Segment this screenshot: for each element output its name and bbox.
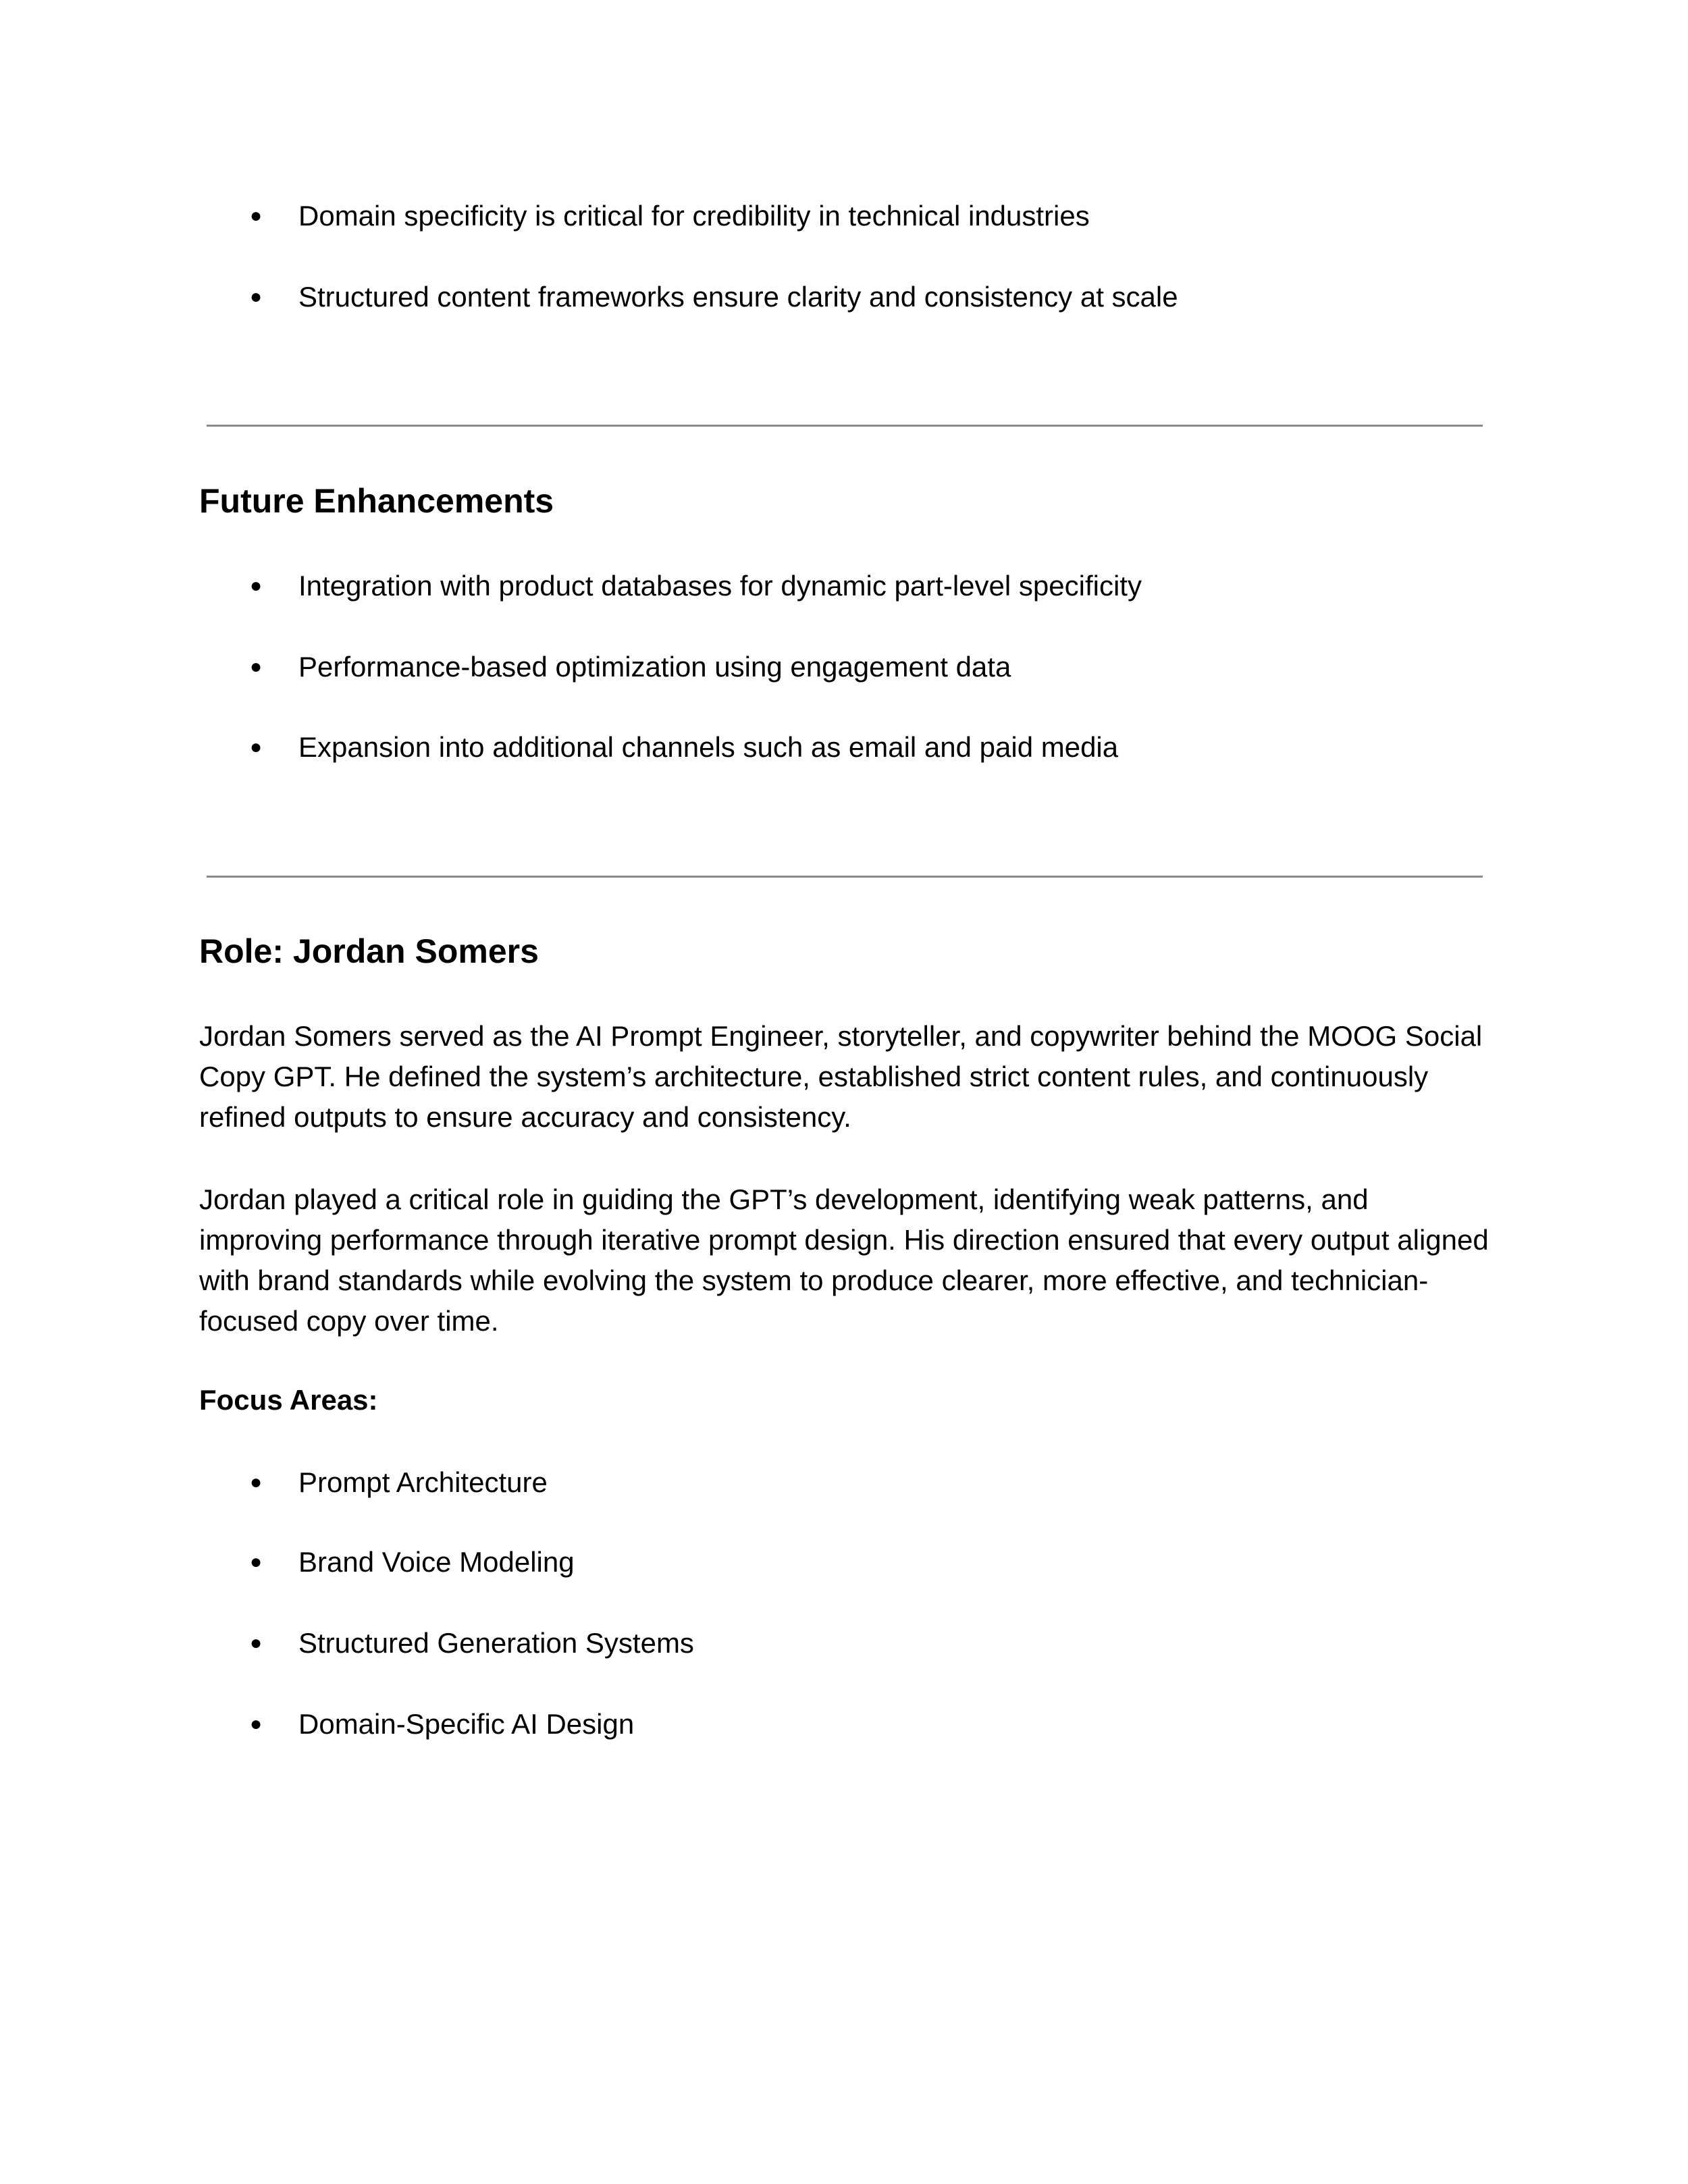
list-item-text: Brand Voice Modeling [298, 1546, 575, 1578]
list-item-text: Domain specificity is critical for credibility in technical industries [298, 200, 1090, 232]
list-item-text: Expansion into additional channels such as email and paid media [298, 731, 1119, 763]
list-item-text: Performance-based optimization using engagement data [298, 651, 1011, 683]
bullet-icon: ● [250, 656, 263, 678]
role-paragraph-1: Jordan Somers served as the AI Prompt Engineer, storyteller, and copywriter behind the MOOG Social Copy GPT. He defined the system’s architecture, established strict content rules, and continuously refined outputs to ensure accuracy and consistency. [199, 1020, 1483, 1133]
list-item-text: Prompt Architecture [298, 1466, 548, 1498]
list-item-text: Structured Generation Systems [298, 1627, 694, 1659]
role-paragraph-2: Jordan played a critical role in guiding the GPT’s development, identifying weak patterns, and improving performance through iterative prompt design. His direction ensured that every output aligned with brand standards while evolving the system to produce clearer, more effective, and technician-focused copy over time. [199, 1183, 1489, 1337]
bullet-icon: ● [250, 575, 263, 597]
list-item-text: Integration with product databases for dynamic part-level specificity [298, 570, 1142, 602]
focus-areas-label: Focus Areas: [199, 1384, 378, 1416]
role-heading: Role: Jordan Somers [199, 932, 539, 970]
bullet-icon: ● [250, 1471, 263, 1493]
list-item-text: Domain-Specific AI Design [298, 1708, 635, 1740]
bullet-icon: ● [250, 1713, 263, 1735]
bullet-icon: ● [250, 205, 263, 227]
bullet-icon: ● [250, 1551, 263, 1573]
list-item-text: Structured content frameworks ensure clarity and consistency at scale [298, 281, 1178, 313]
bullet-icon: ● [250, 1632, 263, 1654]
bullet-icon: ● [250, 286, 263, 308]
divider [207, 876, 1483, 878]
future-enhancements-heading: Future Enhancements [199, 482, 554, 520]
divider [207, 425, 1483, 427]
bullet-icon: ● [250, 736, 263, 758]
